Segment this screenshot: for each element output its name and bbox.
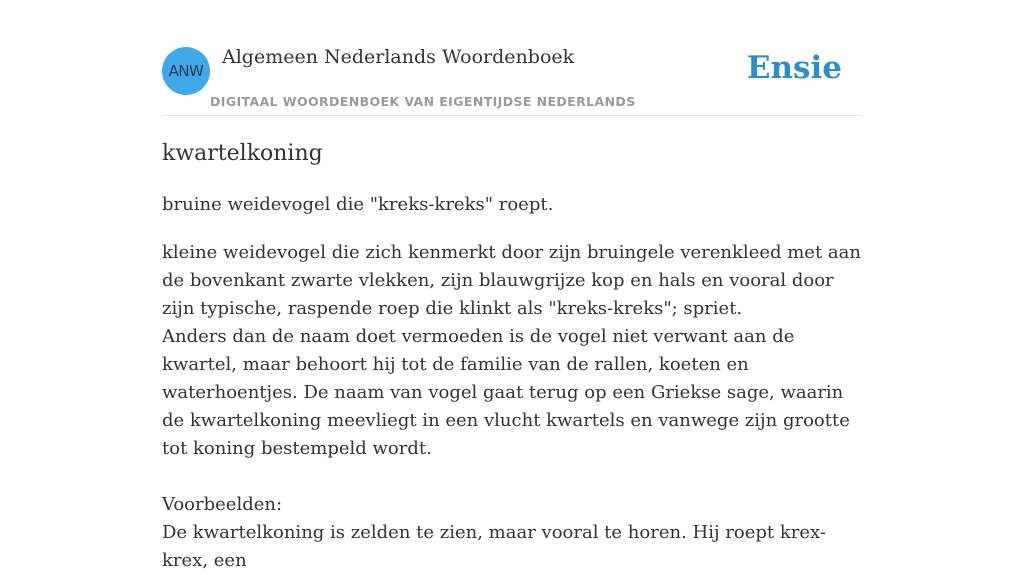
site-header [162, 0, 862, 116]
description-paragraph-2: Anders dan de naam doet vermoeden is de vogel niet verwant aan de kwartel, maar behoort hij tot de familie van de rallen, koeten en waterhoentjes. De naam van vogel gaat terug op een Griekse sage, waarin de kwartelkoning meevliegt in een vlucht kwartels en vanwege zijn grootte tot koning bestempeld wordt. [162, 326, 850, 459]
entry-headword: kwartelkoning [162, 141, 323, 166]
site-title[interactable]: Algemeen Nederlands Woordenboek [222, 46, 575, 68]
short-definition: bruine weidevogel die "kreks-kreks" roept. [162, 194, 554, 215]
examples-label: Voorbeelden: [162, 494, 283, 515]
anw-logo[interactable]: ANW [162, 47, 210, 95]
entry-description [162, 239, 862, 575]
description-paragraph-1: kleine weidevogel die zich kenmerkt door zijn bruingele verenkleed met aan de bovenkant zwarte vlekken, zijn blauwgrijze kop en hals en vooral door zijn typische, raspende roep die klinkt als "kreks-kreks"; spriet. [162, 242, 861, 319]
ensie-brand-link[interactable]: Ensie [746, 50, 842, 86]
site-subtitle: DIGITAAL WOORDENBOEK VAN EIGENTIJDSE NEDERLANDS [210, 94, 636, 109]
paragraph-spacer [162, 463, 862, 491]
example-sentence: De kwartelkoning is zelden te zien, maar vooral te horen. Hij roept krex-krex, een [162, 522, 826, 571]
page-container [162, 0, 862, 571]
